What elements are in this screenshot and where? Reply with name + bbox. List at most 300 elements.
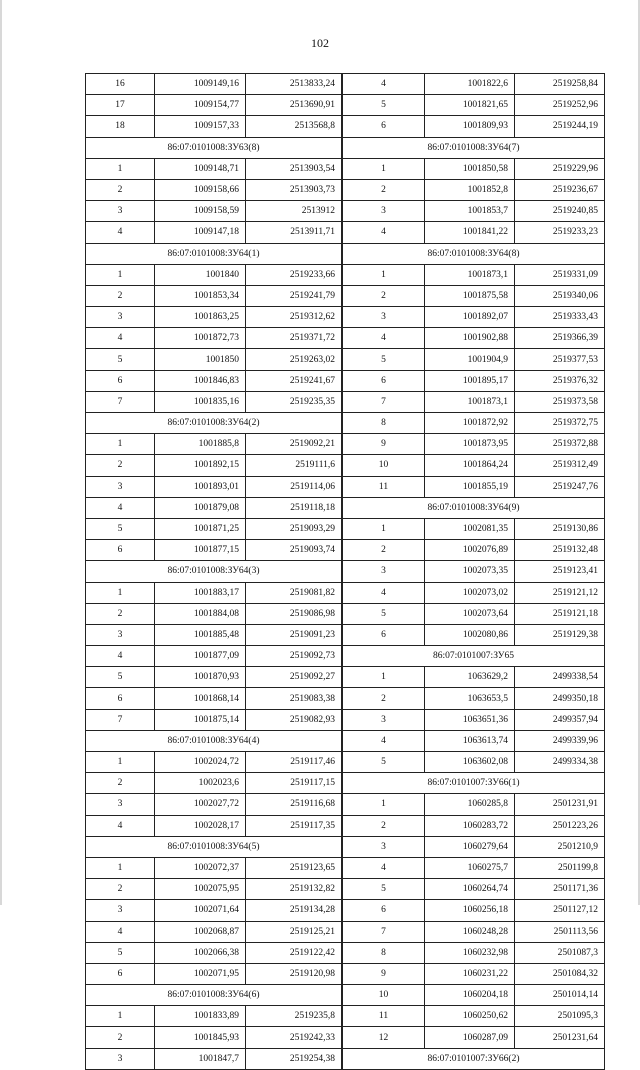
coordinate-x: 1001852,8 <box>425 179 515 200</box>
coordinate-row <box>343 709 605 730</box>
coordinate-y: 2519312,49 <box>515 455 605 476</box>
coordinate-y: 2519118,18 <box>246 497 342 518</box>
coordinate-y: 2519377,53 <box>515 349 605 370</box>
point-number: 4 <box>343 730 425 751</box>
coordinate-row <box>86 1006 342 1027</box>
point-number: 4 <box>343 222 425 243</box>
coordinate-x: 1001877,15 <box>155 540 246 561</box>
point-number: 8 <box>343 413 425 434</box>
coordinate-row <box>86 95 342 116</box>
coordinate-row <box>86 285 342 306</box>
coordinate-row <box>86 476 342 497</box>
coordinate-x: 1063651,36 <box>425 709 515 730</box>
coordinate-x: 1009148,71 <box>155 158 246 179</box>
coordinate-x: 1001840 <box>155 264 246 285</box>
coordinate-row <box>343 730 605 751</box>
coordinate-x: 1009149,16 <box>155 74 246 95</box>
coordinate-x: 1009154,77 <box>155 95 246 116</box>
coordinate-y: 2519235,35 <box>246 391 342 412</box>
coordinate-x: 1001863,25 <box>155 307 246 328</box>
coordinate-y: 2519376,32 <box>515 370 605 391</box>
coordinate-row <box>343 857 605 878</box>
point-number: 6 <box>343 624 425 645</box>
point-number: 3 <box>86 624 155 645</box>
coordinate-y: 2519117,15 <box>246 773 342 794</box>
coordinate-row <box>86 222 342 243</box>
coordinate-x: 1060275,7 <box>425 857 515 878</box>
coordinate-row <box>343 476 605 497</box>
coordinate-row <box>86 582 342 603</box>
coordinate-y: 2519312,62 <box>246 307 342 328</box>
coordinate-x: 1001879,08 <box>155 497 246 518</box>
scan-edge-left <box>0 0 2 905</box>
coordinate-x: 1001884,08 <box>155 603 246 624</box>
coordinate-row <box>343 1006 605 1027</box>
point-number: 7 <box>86 391 155 412</box>
coordinate-row <box>343 413 605 434</box>
coordinate-x: 1001809,93 <box>425 116 515 137</box>
coordinate-row <box>86 434 342 455</box>
coordinate-row <box>86 624 342 645</box>
point-number: 17 <box>86 95 155 116</box>
coordinate-row <box>343 328 605 349</box>
point-number: 4 <box>86 222 155 243</box>
coordinate-y: 2499357,94 <box>515 709 605 730</box>
coordinate-row <box>86 328 342 349</box>
coordinate-x: 1001864,24 <box>425 455 515 476</box>
coordinate-y: 2513690,91 <box>246 95 342 116</box>
coordinate-x: 1001872,73 <box>155 328 246 349</box>
coordinate-x: 1009158,59 <box>155 201 246 222</box>
coordinate-y: 2513903,73 <box>246 179 342 200</box>
point-number: 2 <box>86 285 155 306</box>
coordinate-row <box>343 688 605 709</box>
point-number: 2 <box>86 455 155 476</box>
coordinate-row <box>86 773 342 794</box>
coordinate-row <box>343 158 605 179</box>
coordinate-x: 1001853,34 <box>155 285 246 306</box>
coordinate-y: 2519236,67 <box>515 179 605 200</box>
coordinate-y: 2519129,38 <box>515 624 605 645</box>
point-number: 2 <box>343 815 425 836</box>
point-number: 3 <box>86 307 155 328</box>
coordinate-row <box>86 391 342 412</box>
point-number: 1 <box>86 158 155 179</box>
coordinate-row <box>86 667 342 688</box>
point-number: 5 <box>343 879 425 900</box>
coordinate-y: 2513568,8 <box>246 116 342 137</box>
coordinate-x: 1001902,88 <box>425 328 515 349</box>
coordinate-row <box>343 95 605 116</box>
coordinate-y: 2519229,96 <box>515 158 605 179</box>
coordinate-y: 2513903,54 <box>246 158 342 179</box>
parcel-cadastral-number: 86:07:0101008:ЗУ64(1) <box>86 243 342 264</box>
point-number: 11 <box>343 1006 425 1027</box>
point-number: 6 <box>343 116 425 137</box>
coordinate-row <box>343 116 605 137</box>
coordinate-row <box>343 201 605 222</box>
coordinate-y: 2519372,75 <box>515 413 605 434</box>
coordinate-x: 1001892,07 <box>425 307 515 328</box>
coordinate-x: 1002076,89 <box>425 540 515 561</box>
coordinate-x: 1001873,95 <box>425 434 515 455</box>
coordinate-x: 1063653,5 <box>425 688 515 709</box>
coordinate-y: 2519122,42 <box>246 942 342 963</box>
coordinate-x: 1009147,18 <box>155 222 246 243</box>
coordinate-x: 1002081,35 <box>425 518 515 539</box>
parcel-cadastral-number: 86:07:0101008:ЗУ63(8) <box>86 137 342 158</box>
coordinate-x: 1001833,89 <box>155 1006 246 1027</box>
point-number: 3 <box>343 709 425 730</box>
coordinate-y: 2519092,21 <box>246 434 342 455</box>
coordinate-y: 2501113,56 <box>515 921 605 942</box>
point-number: 10 <box>343 985 425 1006</box>
point-number: 5 <box>86 349 155 370</box>
coordinate-x: 1001883,17 <box>155 582 246 603</box>
point-number: 1 <box>343 158 425 179</box>
coordinate-row <box>343 752 605 773</box>
point-number: 6 <box>343 370 425 391</box>
point-number: 8 <box>343 942 425 963</box>
coordinate-x: 1001892,15 <box>155 455 246 476</box>
coordinate-row <box>343 307 605 328</box>
coordinate-y: 2519372,88 <box>515 434 605 455</box>
coordinate-x: 1001855,19 <box>425 476 515 497</box>
coordinate-row <box>86 942 342 963</box>
coordinate-x: 1002068,87 <box>155 921 246 942</box>
coordinate-y: 2519120,98 <box>246 963 342 984</box>
coordinate-y: 2519252,96 <box>515 95 605 116</box>
coordinate-x: 1002024,72 <box>155 752 246 773</box>
point-number: 4 <box>343 857 425 878</box>
point-number: 7 <box>343 391 425 412</box>
coordinate-x: 1001904,9 <box>425 349 515 370</box>
point-number: 3 <box>86 1048 155 1069</box>
coordinate-y: 2519263,02 <box>246 349 342 370</box>
page-number: 102 <box>311 36 329 50</box>
point-number: 1 <box>86 857 155 878</box>
point-number: 6 <box>86 540 155 561</box>
coordinate-row <box>343 603 605 624</box>
point-number: 1 <box>343 794 425 815</box>
coordinate-row <box>343 836 605 857</box>
coordinate-x: 1001885,8 <box>155 434 246 455</box>
coordinate-row <box>86 497 342 518</box>
coordinate-y: 2519121,12 <box>515 582 605 603</box>
coordinate-x: 1060279,64 <box>425 836 515 857</box>
coordinate-x: 1002027,72 <box>155 794 246 815</box>
parcel-cadastral-number: 86:07:0101008:ЗУ64(4) <box>86 730 342 751</box>
coordinate-row <box>343 879 605 900</box>
coordinate-y: 2519233,23 <box>515 222 605 243</box>
coordinate-row <box>343 349 605 370</box>
point-number: 1 <box>343 264 425 285</box>
coordinate-x: 1063602,08 <box>425 752 515 773</box>
coordinate-y: 2519340,06 <box>515 285 605 306</box>
coordinate-y: 2519123,65 <box>246 857 342 878</box>
coordinate-row <box>343 624 605 645</box>
coordinate-y: 2519091,23 <box>246 624 342 645</box>
coordinate-row <box>343 921 605 942</box>
coordinate-row <box>86 116 342 137</box>
point-number: 5 <box>343 603 425 624</box>
coordinate-x: 1001871,25 <box>155 518 246 539</box>
point-number: 7 <box>343 921 425 942</box>
coordinate-row <box>343 370 605 391</box>
coordinate-x: 1001875,14 <box>155 709 246 730</box>
point-number: 5 <box>343 95 425 116</box>
point-number: 3 <box>86 201 155 222</box>
coordinate-y: 2501127,12 <box>515 900 605 921</box>
coordinate-row <box>343 285 605 306</box>
coordinate-row <box>86 74 342 95</box>
coordinate-y: 2501231,64 <box>515 1027 605 1048</box>
point-number: 1 <box>343 518 425 539</box>
coordinate-x: 1002028,17 <box>155 815 246 836</box>
coordinate-y: 2519240,85 <box>515 201 605 222</box>
point-number: 3 <box>343 201 425 222</box>
coordinate-x: 1001870,93 <box>155 667 246 688</box>
coordinate-row <box>343 455 605 476</box>
coordinate-row <box>343 74 605 95</box>
point-number: 9 <box>343 963 425 984</box>
coordinate-row <box>86 603 342 624</box>
point-number: 2 <box>86 773 155 794</box>
parcel-cadastral-number: 86:07:0101008:ЗУ64(3) <box>86 561 342 582</box>
point-number: 4 <box>86 328 155 349</box>
point-number: 2 <box>86 1027 155 1048</box>
point-number: 3 <box>86 900 155 921</box>
point-number: 3 <box>343 561 425 582</box>
coordinate-y: 2513911,71 <box>246 222 342 243</box>
point-number: 1 <box>86 434 155 455</box>
point-number: 7 <box>86 709 155 730</box>
parcel-cadastral-number: 86:07:0101008:ЗУ64(2) <box>86 413 342 434</box>
coordinate-row <box>86 857 342 878</box>
coordinate-row <box>343 667 605 688</box>
coordinate-y: 2519123,41 <box>515 561 605 582</box>
coordinate-y: 2519132,48 <box>515 540 605 561</box>
coordinate-row <box>343 518 605 539</box>
coordinate-x: 1002071,95 <box>155 963 246 984</box>
coordinate-y: 2519116,68 <box>246 794 342 815</box>
coordinate-x: 1060256,18 <box>425 900 515 921</box>
point-number: 5 <box>86 518 155 539</box>
coordinate-row <box>86 963 342 984</box>
parcel-cadastral-number: 86:07:0101008:ЗУ64(9) <box>343 497 605 518</box>
coordinate-y: 2519121,18 <box>515 603 605 624</box>
coordinate-x: 1002066,38 <box>155 942 246 963</box>
coordinates-table-right <box>342 73 605 1070</box>
point-number: 3 <box>86 476 155 497</box>
coordinate-x: 1060264,74 <box>425 879 515 900</box>
coordinate-y: 2519130,86 <box>515 518 605 539</box>
coordinate-row <box>86 815 342 836</box>
coordinate-x: 1001821,65 <box>425 95 515 116</box>
coordinate-y: 2501095,3 <box>515 1006 605 1027</box>
coordinate-y: 2519117,35 <box>246 815 342 836</box>
coordinate-x: 1060250,62 <box>425 1006 515 1027</box>
parcel-cadastral-number: 86:07:0101007:ЗУ66(2) <box>343 1048 605 1069</box>
coordinate-y: 2519117,46 <box>246 752 342 773</box>
coordinate-y: 2519373,58 <box>515 391 605 412</box>
point-number: 2 <box>343 285 425 306</box>
parcel-cadastral-number: 86:07:0101007:ЗУ66(1) <box>343 773 605 794</box>
coordinate-y: 2519333,43 <box>515 307 605 328</box>
coordinate-row <box>86 752 342 773</box>
point-number: 12 <box>343 1027 425 1048</box>
point-number: 4 <box>86 646 155 667</box>
coordinate-x: 1001872,92 <box>425 413 515 434</box>
coordinate-row <box>86 518 342 539</box>
coordinate-x: 1001841,22 <box>425 222 515 243</box>
coordinate-y: 2519092,27 <box>246 667 342 688</box>
coordinate-x: 1002073,35 <box>425 561 515 582</box>
parcel-header-row <box>343 497 605 518</box>
coordinate-y: 2501223,26 <box>515 815 605 836</box>
coordinate-y: 2499350,18 <box>515 688 605 709</box>
point-number: 3 <box>343 836 425 857</box>
point-number: 5 <box>86 667 155 688</box>
coordinate-y: 2519132,82 <box>246 879 342 900</box>
coordinate-x: 1063629,2 <box>425 667 515 688</box>
coordinate-row <box>343 815 605 836</box>
coordinate-x: 1002075,95 <box>155 879 246 900</box>
point-number: 18 <box>86 116 155 137</box>
coordinate-y: 2519086,98 <box>246 603 342 624</box>
coordinate-row <box>86 201 342 222</box>
point-number: 2 <box>86 603 155 624</box>
coordinate-y: 2519125,21 <box>246 921 342 942</box>
coordinate-row <box>86 709 342 730</box>
point-number: 3 <box>86 794 155 815</box>
coordinate-x: 1001853,7 <box>425 201 515 222</box>
coordinate-y: 2501199,8 <box>515 857 605 878</box>
coordinate-row <box>86 900 342 921</box>
coordinate-y: 2519366,39 <box>515 328 605 349</box>
coordinate-x: 1060287,09 <box>425 1027 515 1048</box>
coordinate-y: 2501231,91 <box>515 794 605 815</box>
coordinate-y: 2519241,67 <box>246 370 342 391</box>
coordinate-row <box>86 455 342 476</box>
coordinate-row <box>86 349 342 370</box>
parcel-header-row <box>343 646 605 667</box>
coordinate-y: 2519092,73 <box>246 646 342 667</box>
coordinate-row <box>86 179 342 200</box>
coordinate-row <box>343 582 605 603</box>
coordinate-x: 1001895,17 <box>425 370 515 391</box>
point-number: 1 <box>86 582 155 603</box>
point-number: 6 <box>86 688 155 709</box>
coordinate-row <box>86 879 342 900</box>
point-number: 10 <box>343 455 425 476</box>
coordinate-row <box>343 179 605 200</box>
coordinate-y: 2501087,3 <box>515 942 605 963</box>
parcel-cadastral-number: 86:07:0101007:ЗУ65 <box>343 646 605 667</box>
parcel-cadastral-number: 86:07:0101008:ЗУ64(8) <box>343 243 605 264</box>
coordinate-x: 1001873,1 <box>425 391 515 412</box>
coordinate-x: 1060204,18 <box>425 985 515 1006</box>
parcel-header-row <box>86 836 342 857</box>
point-number: 9 <box>343 434 425 455</box>
coordinate-y: 2519371,72 <box>246 328 342 349</box>
coordinate-x: 1060248,28 <box>425 921 515 942</box>
point-number: 6 <box>86 370 155 391</box>
coordinate-x: 1060285,8 <box>425 794 515 815</box>
coordinate-x: 1001873,1 <box>425 264 515 285</box>
coordinate-x: 1060231,22 <box>425 963 515 984</box>
coordinate-y: 2519082,93 <box>246 709 342 730</box>
coordinate-row <box>343 942 605 963</box>
coordinate-x: 1060283,72 <box>425 815 515 836</box>
coordinate-y: 2513912 <box>246 201 342 222</box>
coordinate-x: 1002073,02 <box>425 582 515 603</box>
coordinate-x: 1001875,58 <box>425 285 515 306</box>
point-number: 6 <box>86 963 155 984</box>
parcel-cadastral-number: 86:07:0101008:ЗУ64(6) <box>86 985 342 1006</box>
coordinate-row <box>86 646 342 667</box>
coordinate-x: 1001893,01 <box>155 476 246 497</box>
point-number: 4 <box>343 328 425 349</box>
coordinate-y: 2519093,74 <box>246 540 342 561</box>
coordinate-row <box>86 1048 342 1069</box>
point-number: 4 <box>343 582 425 603</box>
point-number: 11 <box>343 476 425 497</box>
parcel-header-row <box>86 243 342 264</box>
parcel-header-row <box>86 413 342 434</box>
point-number: 3 <box>343 307 425 328</box>
point-number: 1 <box>86 264 155 285</box>
coordinate-y: 2501084,32 <box>515 963 605 984</box>
coordinate-y: 2519111,6 <box>246 455 342 476</box>
coordinate-y: 2501014,14 <box>515 985 605 1006</box>
coordinate-row <box>343 794 605 815</box>
coordinate-row <box>343 264 605 285</box>
coordinate-x: 1001835,16 <box>155 391 246 412</box>
coordinate-x: 1001845,93 <box>155 1027 246 1048</box>
coordinate-y: 2519241,79 <box>246 285 342 306</box>
point-number: 2 <box>86 879 155 900</box>
coordinate-y: 2501210,9 <box>515 836 605 857</box>
coordinate-x: 1002071,64 <box>155 900 246 921</box>
coordinate-row <box>343 963 605 984</box>
coordinate-y: 2519083,38 <box>246 688 342 709</box>
parcel-cadastral-number: 86:07:0101008:ЗУ64(5) <box>86 836 342 857</box>
coordinate-row <box>343 222 605 243</box>
coordinate-y: 2519258,84 <box>515 74 605 95</box>
point-number: 4 <box>86 815 155 836</box>
coordinate-x: 1002023,6 <box>155 773 246 794</box>
coordinate-y: 2519244,19 <box>515 116 605 137</box>
coordinate-row <box>86 370 342 391</box>
coordinate-row <box>86 158 342 179</box>
coordinate-row <box>86 264 342 285</box>
point-number: 16 <box>86 74 155 95</box>
point-number: 5 <box>343 752 425 773</box>
point-number: 1 <box>343 667 425 688</box>
parcel-header-row <box>86 561 342 582</box>
point-number: 6 <box>343 900 425 921</box>
coordinate-y: 2501171,36 <box>515 879 605 900</box>
coordinate-y: 2519134,28 <box>246 900 342 921</box>
parcel-header-row <box>86 730 342 751</box>
coordinate-x: 1001846,83 <box>155 370 246 391</box>
coordinate-y: 2519233,66 <box>246 264 342 285</box>
coordinate-row <box>343 561 605 582</box>
coordinate-x: 1001847,7 <box>155 1048 246 1069</box>
coordinate-x: 1002072,37 <box>155 857 246 878</box>
coordinate-x: 1001885,48 <box>155 624 246 645</box>
